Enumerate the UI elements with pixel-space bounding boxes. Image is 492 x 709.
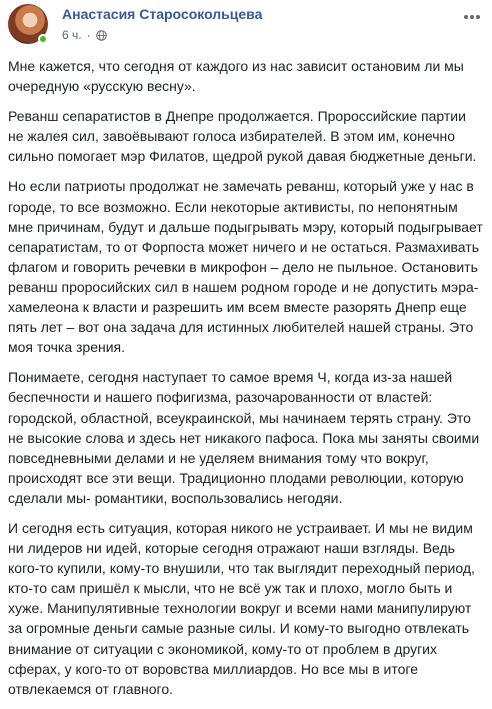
post-paragraph-line: отвлекаемся от главного. xyxy=(8,680,174,697)
post-paragraph-line: сепаратистам, то от Форпоста может ничего и не остаться. Размахивать xyxy=(8,238,479,255)
post-paragraph xyxy=(8,106,486,166)
post-paragraph-line: ни лидеров ни идей, которые сегодня отражают наши взгляды. Ведь xyxy=(8,540,455,557)
post-paragraph-line: кого-то купили, кому-то внушили, что так выглядит переходный период, xyxy=(8,560,475,577)
post-paragraph-line: не жалея сил, завоёвывают голоса избирателей. В этом им, конечно xyxy=(8,128,456,145)
post-paragraph-line: сферах, у кого-то от воровства миллиардов. Но все мы в итоге xyxy=(8,660,418,677)
post-paragraph xyxy=(8,56,486,96)
post-paragraph xyxy=(8,518,486,699)
post-paragraph-line: пять лет – вот она задача для истинных любителей нашей страны. Это xyxy=(8,319,474,336)
post-paragraph-line: Понимаете, сегодня наступает то самое время Ч, когда из-за нашей xyxy=(8,369,453,386)
post-meta xyxy=(62,28,107,42)
post-paragraph-line: сделали мы- романтики, воспользовались негодяи. xyxy=(8,489,343,506)
post-paragraph-line: внимание от ситуации с экономикой, кому-то от проблем в других xyxy=(8,640,437,657)
post-paragraph-line: сильно помогает мэр Филатов, щедрой рукой давая бюджетные деньги. xyxy=(8,148,477,165)
post-paragraph-line: беспечности и нашего пофигизма, разочарованности от властей: xyxy=(8,389,433,406)
post-paragraph-line: городе, то все возможно. Если некоторые активисты, по непонятным xyxy=(8,198,458,215)
author-name[interactable]: Анастасия Старосокольцева xyxy=(62,6,263,22)
post-paragraph-line: хамелеона к власти и разрешить им всем вместе разорять Днепр еще xyxy=(8,299,467,316)
post-paragraph-line: мне причинам, будут и дальше подыгрывать мэру, который подыгрывает xyxy=(8,218,483,235)
post-paragraph-line: реванш проросийских сил в нашем родном городе и не допустить мэра- xyxy=(8,278,479,295)
post-paragraph-line: моя точка зрения. xyxy=(8,339,126,356)
post-paragraph-line: Реванш сепаратистов в Днепре продолжается. Пророссийские партии xyxy=(8,108,466,125)
post-paragraph-line: повседневными делами и не уделяем внимания тому что вокруг, xyxy=(8,449,429,466)
post-paragraph-line: происходят все эти вещи. Традиционно плодами революции, которую xyxy=(8,469,464,486)
post-paragraph-line: кто-то сам пришёл к мысли, что не всё уж так и плохо, могло быть и xyxy=(8,580,453,597)
post-paragraph-line: Мне кажется, что сегодня от каждого из нас зависит остановим ли мы xyxy=(8,58,464,74)
post-paragraph-line: флагом и говорить речевки в микрофон – дело не пыльное. Остановить xyxy=(8,258,478,275)
more-icon[interactable] xyxy=(462,10,482,22)
online-status-icon xyxy=(38,34,48,44)
post-paragraph-line: Но если патриоты продолжат не замечать реванш, который уже у нас в xyxy=(8,178,474,195)
post-paragraph-line: И сегодня есть ситуация, которая никого не устраивает. И мы не видим xyxy=(8,519,473,536)
post-paragraph-line: хуже. Манипулятивные технологии вокруг и всеми нами манипулируют xyxy=(8,600,472,617)
post-paragraph xyxy=(8,176,486,357)
meta-separator: · xyxy=(86,28,91,42)
post-paragraph xyxy=(8,367,486,508)
post-body xyxy=(8,56,486,709)
post-paragraph-line: городской, областной, всеукраинской, мы начинаем терять страну. Это xyxy=(8,409,471,426)
post-header xyxy=(8,4,484,48)
globe-icon[interactable] xyxy=(96,30,107,41)
post-paragraph-line: за огромные деньги самые разные силы. И кому-то выгодно отвлекать xyxy=(8,620,470,637)
post-paragraph-line: очередную «русскую весну». xyxy=(8,78,196,95)
post-paragraph-line: не высокие слова и здесь нет никакого пафоса. Пока мы заняты своими xyxy=(8,429,480,446)
post-time[interactable]: 6 ч. xyxy=(62,28,82,42)
